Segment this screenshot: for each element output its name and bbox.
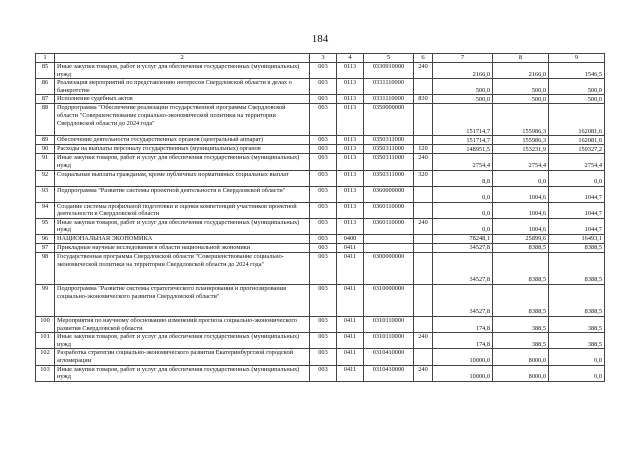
row-number: 90 [36,145,55,154]
row-code-chapter: 003 [310,170,337,186]
row-amount-year3: 1044,7 [549,186,605,202]
row-amount-year1: 34527,8 [433,284,493,316]
budget-table [35,53,605,382]
row-amount-year3: 0,0 [549,365,605,381]
table-row [36,79,605,95]
row-amount-year2: 1004,6 [493,202,549,218]
row-code-expense-type [414,136,433,145]
row-code-chapter: 003 [310,218,337,234]
row-amount-year1: 500,0 [433,95,493,104]
row-name: Исполнение судебных актов [55,95,310,104]
row-code-chapter: 003 [310,202,337,218]
row-code-section: 0113 [337,186,364,202]
row-amount-year3: 162081,6 [549,104,605,136]
table-row [36,170,605,186]
row-amount-year3: 2754,4 [549,154,605,170]
row-code-chapter: 003 [310,365,337,381]
row-amount-year1: 10000,0 [433,349,493,365]
table-row [36,145,605,154]
table-row [36,202,605,218]
row-code-chapter: 003 [310,104,337,136]
row-code-section: 0411 [337,316,364,332]
row-number: 93 [36,186,55,202]
row-amount-year3: 8388,5 [549,252,605,284]
row-number: 89 [36,136,55,145]
row-code-section: 0113 [337,154,364,170]
row-name: Реализация мероприятий по представлению интересов Свердловской области в делах о банкротстве [55,79,310,95]
row-amount-year2: 8388,5 [493,243,549,252]
row-code-section: 0113 [337,104,364,136]
row-code-section: 0113 [337,95,364,104]
row-code-expense-type [414,316,433,332]
row-amount-year3: 16493,1 [549,234,605,243]
table-row [36,218,605,234]
row-code-chapter: 003 [310,252,337,284]
row-amount-year1: 151714,7 [433,104,493,136]
row-code-target: 0300000000 [364,252,414,284]
row-amount-year3: 1044,7 [549,202,605,218]
row-number: 100 [36,316,55,332]
row-amount-year1: 148951,5 [433,145,493,154]
row-number: 103 [36,365,55,381]
row-code-target: 0331110000 [364,95,414,104]
table-row [36,333,605,349]
row-name: Мероприятия по научному обоснованию изменений прогноза социально-экономического развития Свердловской области [55,316,310,332]
row-code-expense-type [414,252,433,284]
row-number: 97 [36,243,55,252]
row-code-section: 0113 [337,79,364,95]
table-row [36,154,605,170]
row-amount-year2: 500,0 [493,79,549,95]
row-code-section: 0411 [337,333,364,349]
row-code-expense-type [414,284,433,316]
row-code-target [364,243,414,252]
row-code-section: 0113 [337,136,364,145]
row-code-chapter: 003 [310,316,337,332]
row-code-expense-type: 240 [414,218,433,234]
page-number: 184 [311,33,329,45]
header-cell: 9 [549,54,605,63]
row-name: Иные закупки товаров, работ и услуг для обеспечения государственных (муниципальных) нужд [55,333,310,349]
row-code-target: 0310410000 [364,365,414,381]
row-amount-year2: 155986,3 [493,104,549,136]
row-code-chapter: 003 [310,284,337,316]
row-code-chapter: 003 [310,349,337,365]
row-code-chapter: 003 [310,333,337,349]
row-number: 92 [36,170,55,186]
row-code-chapter: 003 [310,95,337,104]
row-amount-year1: 78248,1 [433,234,493,243]
row-amount-year2: 0,0 [493,170,549,186]
row-amount-year2: 2754,4 [493,154,549,170]
row-amount-year3: 500,0 [549,95,605,104]
row-number: 94 [36,202,55,218]
table-row [36,186,605,202]
row-code-expense-type: 240 [414,333,433,349]
row-code-expense-type: 830 [414,95,433,104]
row-number: 85 [36,63,55,79]
row-amount-year1: 174,8 [433,333,493,349]
row-name: Подпрограмма "Развитие системы стратегического планирования и прогнозирования социально-экономического развития Свердловской области" [55,284,310,316]
header-row [36,54,605,63]
row-code-target: 0310110000 [364,316,414,332]
row-amount-year1: 2754,4 [433,154,493,170]
row-amount-year1: 500,0 [433,79,493,95]
row-name: Социальные выплаты гражданам, кроме публичных нормативных социальных выплат [55,170,310,186]
row-code-target: 0360000000 [364,186,414,202]
table-row [36,252,605,284]
row-amount-year2: 8388,5 [493,284,549,316]
row-code-target: 0331110000 [364,79,414,95]
row-name: Иные закупки товаров, работ и услуг для обеспечения государственных (муниципальных) нужд [55,63,310,79]
row-amount-year3: 388,5 [549,333,605,349]
row-amount-year2: 388,5 [493,316,549,332]
row-code-section: 0400 [337,234,364,243]
table-row [36,316,605,332]
row-code-expense-type: 240 [414,154,433,170]
table-row [36,243,605,252]
header-cell: 4 [337,54,364,63]
row-code-target: 0350311000 [364,136,414,145]
row-code-section: 0411 [337,349,364,365]
row-amount-year2: 153231,9 [493,145,549,154]
row-amount-year3: 0,0 [549,170,605,186]
header-cell: 5 [364,54,414,63]
header-cell: 2 [55,54,310,63]
row-amount-year3: 388,5 [549,316,605,332]
row-code-target: 0350311000 [364,145,414,154]
row-amount-year1: 0,0 [433,218,493,234]
row-code-chapter: 003 [310,136,337,145]
row-amount-year1: 0,0 [433,186,493,202]
table-row [36,284,605,316]
row-code-chapter: 003 [310,243,337,252]
row-code-target: 0360110000 [364,218,414,234]
row-code-chapter: 003 [310,79,337,95]
row-number: 96 [36,234,55,243]
row-amount-year3: 1546,5 [549,63,605,79]
header-cell: 1 [36,54,55,63]
row-number: 91 [36,154,55,170]
row-amount-year2: 8000,0 [493,349,549,365]
row-name: Создание системы профильной подготовки и оценки компетенций участников проектной деятельности в Свердловской области [55,202,310,218]
row-amount-year3: 0,0 [549,349,605,365]
row-code-expense-type [414,202,433,218]
row-amount-year1: 2166,0 [433,63,493,79]
row-amount-year3: 162081,6 [549,136,605,145]
row-code-expense-type: 320 [414,170,433,186]
row-amount-year1: 10000,0 [433,365,493,381]
row-code-chapter: 003 [310,145,337,154]
row-amount-year2: 155986,3 [493,136,549,145]
row-amount-year2: 2166,0 [493,63,549,79]
row-code-expense-type: 240 [414,63,433,79]
row-code-section: 0113 [337,202,364,218]
row-number: 99 [36,284,55,316]
row-code-target [364,234,414,243]
header-cell: 8 [493,54,549,63]
row-code-target: 0350311000 [364,170,414,186]
table-row [36,234,605,243]
row-amount-year2: 25899,6 [493,234,549,243]
row-amount-year2: 1004,6 [493,186,549,202]
row-amount-year1: 34527,8 [433,243,493,252]
row-code-section: 0113 [337,170,364,186]
row-amount-year2: 1004,6 [493,218,549,234]
row-number: 86 [36,79,55,95]
row-amount-year2: 8000,0 [493,365,549,381]
row-name: Прикладные научные исследования в области национальной экономики [55,243,310,252]
row-amount-year1: 8,8 [433,170,493,186]
row-code-expense-type [414,104,433,136]
row-code-expense-type [414,234,433,243]
row-code-target: 0360110000 [364,202,414,218]
header-cell: 7 [433,54,493,63]
row-code-target: 0310000000 [364,284,414,316]
row-amount-year1: 0,0 [433,202,493,218]
row-code-section: 0113 [337,63,364,79]
row-code-chapter: 003 [310,186,337,202]
row-code-expense-type [414,79,433,95]
row-number: 95 [36,218,55,234]
row-number: 101 [36,333,55,349]
row-name: НАЦИОНАЛЬНАЯ ЭКОНОМИКА [55,234,310,243]
row-code-target: 0310110000 [364,333,414,349]
row-amount-year3: 1044,7 [549,218,605,234]
row-name: Расходы на выплаты персоналу государственных (муниципальных) органов [55,145,310,154]
row-amount-year1: 174,8 [433,316,493,332]
row-code-chapter: 003 [310,154,337,170]
row-code-target: 0350311000 [364,154,414,170]
row-amount-year1: 151714,7 [433,136,493,145]
row-code-section: 0113 [337,145,364,154]
row-number: 102 [36,349,55,365]
row-amount-year3: 8388,5 [549,243,605,252]
row-amount-year2: 8388,5 [493,252,549,284]
row-code-section: 0411 [337,252,364,284]
row-name: Обеспечение деятельности государственных органов (центральный аппарат) [55,136,310,145]
row-code-expense-type [414,349,433,365]
row-name: Иные закупки товаров, работ и услуг для обеспечения государственных (муниципальных) нужд [55,154,310,170]
row-amount-year3: 159327,2 [549,145,605,154]
row-code-target: 0350000000 [364,104,414,136]
row-code-target: 0330910000 [364,63,414,79]
row-name: Государственная программа Свердловской области "Совершенствование социально-экономической политики на территории Свердловской области до 2024 года" [55,252,310,284]
row-code-section: 0113 [337,218,364,234]
row-amount-year2: 388,5 [493,333,549,349]
row-name: Иные закупки товаров, работ и услуг для обеспечения государственных (муниципальных) нужд [55,365,310,381]
table-row [36,349,605,365]
row-code-section: 0411 [337,365,364,381]
row-number: 87 [36,95,55,104]
table-row [36,136,605,145]
row-code-chapter: 003 [310,63,337,79]
row-code-expense-type: 240 [414,365,433,381]
row-amount-year3: 500,0 [549,79,605,95]
row-name: Иные закупки товаров, работ и услуг для обеспечения государственных (муниципальных) нужд [55,218,310,234]
row-code-section: 0411 [337,284,364,316]
row-code-expense-type: 120 [414,145,433,154]
table-row [36,365,605,381]
header-cell: 6 [414,54,433,63]
row-code-chapter: 003 [310,234,337,243]
row-amount-year3: 8388,5 [549,284,605,316]
row-code-expense-type [414,243,433,252]
table-row [36,104,605,136]
table-row [36,63,605,79]
row-number: 98 [36,252,55,284]
row-code-expense-type [414,186,433,202]
row-amount-year1: 34527,8 [433,252,493,284]
row-name: Подпрограмма "Развитие системы проектной деятельности в Свердловской области" [55,186,310,202]
row-number: 88 [36,104,55,136]
row-code-target: 0310410000 [364,349,414,365]
table-row [36,95,605,104]
row-amount-year2: 500,0 [493,95,549,104]
row-name: Разработка стратегии социально-экономического развития Екатеринбургской городской агломерации [55,349,310,365]
row-code-section: 0411 [337,243,364,252]
row-name: Подпрограмма "Обеспечение реализации государственной программы Свердловской области "Совершенствование социально-экономической политики на территории Свердловской области до 2024 года" [55,104,310,136]
header-cell: 3 [310,54,337,63]
